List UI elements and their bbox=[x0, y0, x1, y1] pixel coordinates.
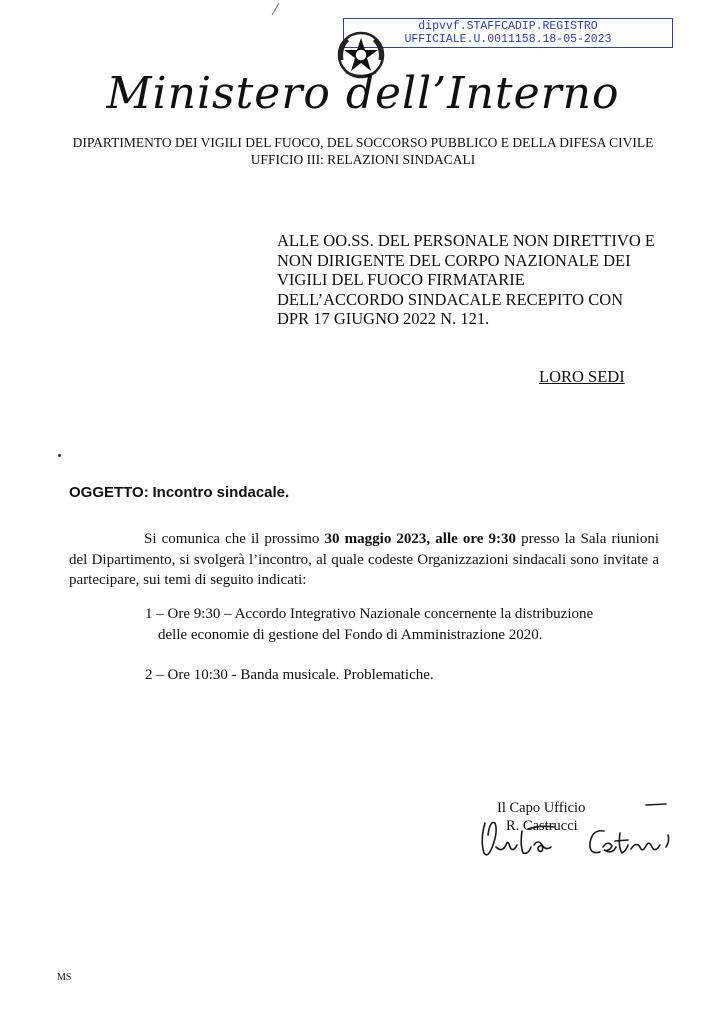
body-intro: Si comunica che il prossimo bbox=[144, 531, 325, 547]
addressee-block bbox=[277, 231, 697, 329]
agenda-item-1-line1: 1 – Ore 9:30 – Accordo Integrativo Nazionale concernente la distribuzione bbox=[145, 606, 594, 622]
footer-initials: MS bbox=[57, 972, 72, 983]
agenda-item-1-line2: delle economie di gestione del Fondo di Amministrazione 2020. bbox=[158, 626, 543, 643]
pen-mark bbox=[268, 2, 282, 16]
protocol-stamp bbox=[343, 18, 673, 48]
loro-sedi: LORO SEDI bbox=[539, 367, 625, 386]
subject-text: Incontro sindacale. bbox=[152, 484, 290, 501]
department-name: DIPARTIMENTO DEI VIGILI DEL FUOCO, DEL SOCCORSO PUBBLICO E DELLA DIFESA CIVILE bbox=[72, 135, 654, 150]
meeting-datetime: 30 maggio 2023, alle ore 9:30 bbox=[324, 531, 517, 547]
department-header bbox=[0, 134, 726, 168]
signer-name: R. Castrucci bbox=[506, 818, 578, 834]
body-rest: presso la Sala riunioni del Dipartimento, si svolgerà l’incontro, al quale codeste Organizzazioni sindacali sono invitate a partecipare, sui temi di seguito indicati: bbox=[69, 531, 659, 588]
scan-speck bbox=[58, 454, 61, 457]
addressee-line: DELL’ACCORDO SINDACALE RECEPITO CON bbox=[277, 289, 624, 309]
signer-title: Il Capo Ufficio bbox=[497, 800, 586, 816]
addressee-line: VIGILI DEL FUOCO FIRMATARIE bbox=[277, 270, 525, 289]
subject-label: OGGETTO: bbox=[69, 484, 149, 501]
protocol-stamp-line2: UFFICIALE.U.0011158.18-05-2023 bbox=[404, 33, 612, 46]
ministry-title: Ministero dell’Interno bbox=[106, 68, 620, 119]
agenda-item-2: 2 – Ore 10:30 - Banda musicale. Problematiche. bbox=[145, 667, 434, 683]
body-paragraph bbox=[69, 529, 659, 591]
handwritten-signature bbox=[476, 795, 686, 870]
addressee-line: ALLE OO.SS. DEL PERSONALE NON DIRETTIVO E bbox=[277, 231, 655, 250]
addressee-line: DPR 17 GIUGNO 2022 N. 121. bbox=[277, 309, 490, 328]
protocol-stamp-line1: dipvvf.STAFFCADIP.REGISTRO bbox=[418, 20, 598, 33]
addressee-line: NON DIRIGENTE DEL CORPO NAZIONALE DEI bbox=[277, 250, 631, 270]
subject-line bbox=[69, 484, 289, 502]
agenda-item-1 bbox=[145, 604, 665, 645]
office-name: UFFICIO III: RELAZIONI SINDACALI bbox=[250, 152, 476, 167]
